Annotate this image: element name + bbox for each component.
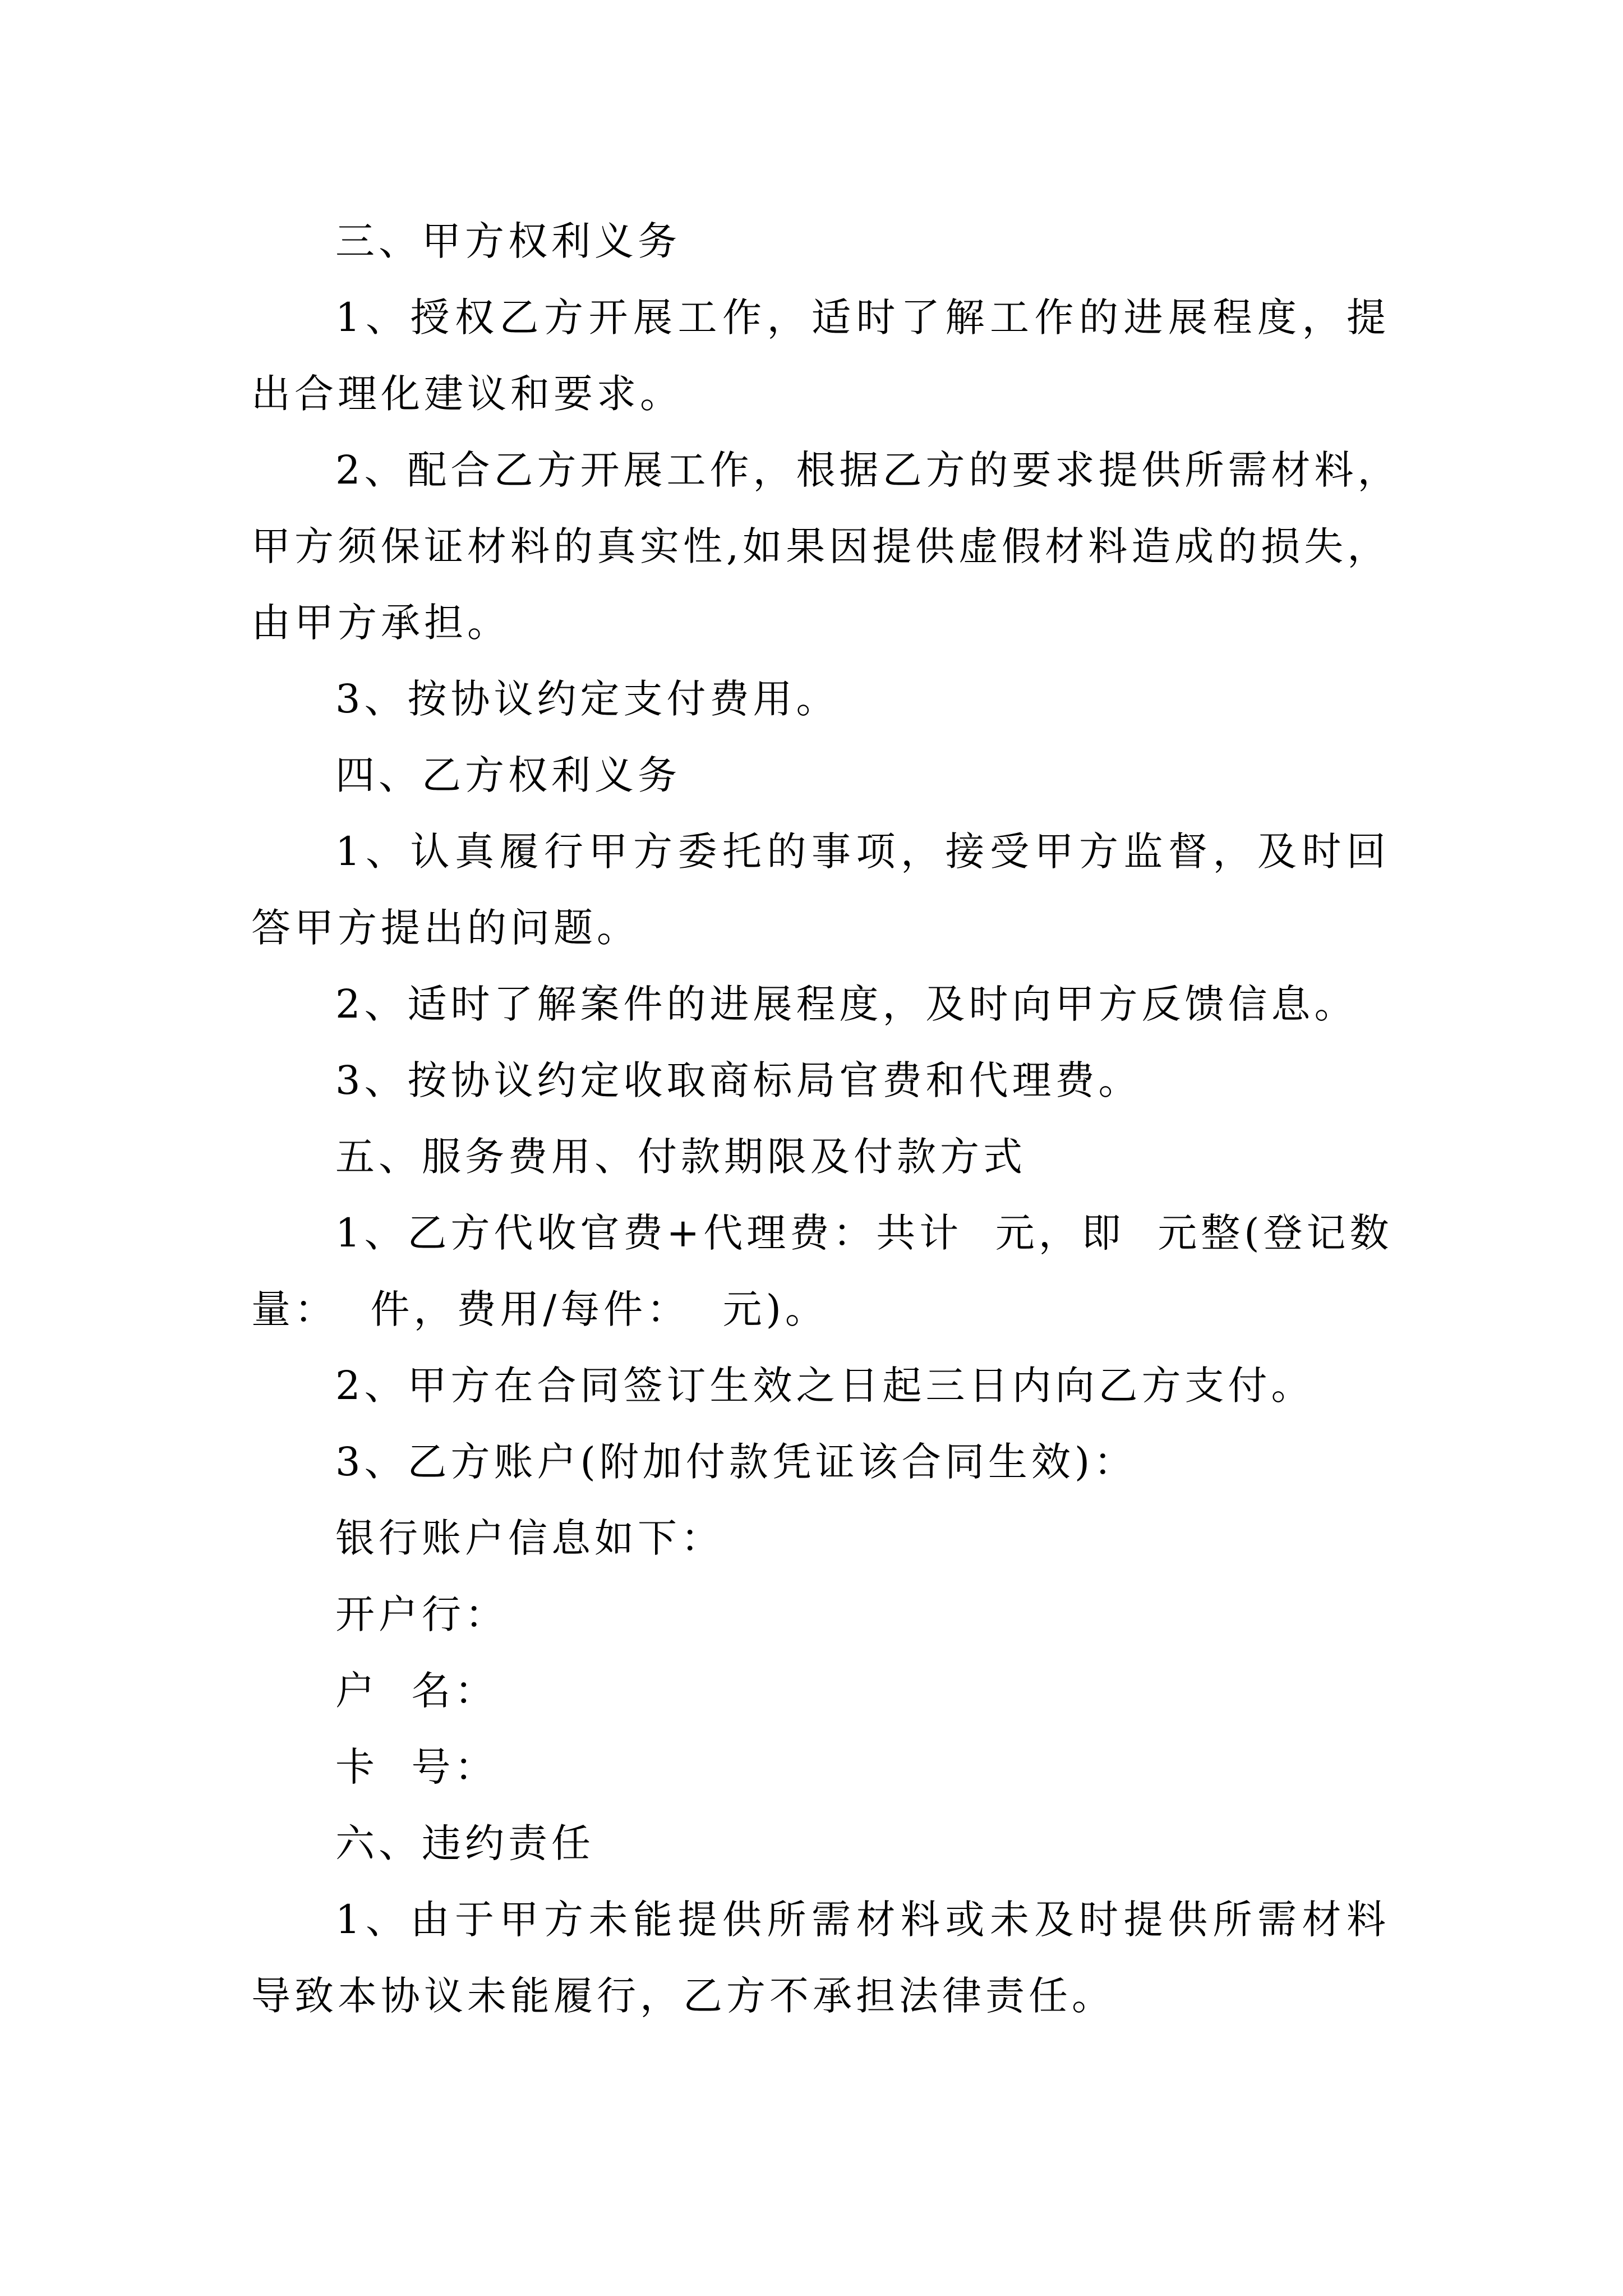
section-heading-party-a-rights: 三、甲方权利义务 [335, 218, 681, 264]
section-heading-liability: 六、违约责任 [335, 1820, 594, 1866]
paragraph-line: 2、甲方在合同签订生效之日起三日内向乙方支付。 [335, 1363, 1315, 1409]
contract-text [251, 203, 1401, 2034]
paragraph-line: 1、乙方代收官费+代理费：共计 元，即 元整(登记数 [335, 1210, 1393, 1256]
paragraph-line: 量： 件，费用/每件： 元)。 [251, 1286, 828, 1332]
paragraph-line: 1、授权乙方开展工作，适时了解工作的进展程度，提 [335, 295, 1390, 341]
card-number-field-label: 卡 号： [335, 1744, 498, 1790]
section-heading-fees: 五、服务费用、付款期限及付款方式 [335, 1134, 1026, 1180]
paragraph-line: 甲方须保证材料的真实性,如果因提供虚假材料造成的损失， [251, 523, 1391, 569]
paragraph-line: 由甲方承担。 [251, 600, 510, 646]
paragraph-line: 3、按协议约定支付费用。 [335, 676, 840, 722]
account-name-field-label: 户 名： [335, 1668, 498, 1714]
paragraph-line: 答甲方提出的问题。 [251, 905, 640, 951]
paragraph-line: 2、适时了解案件的进展程度，及时向甲方反馈信息。 [335, 981, 1358, 1027]
paragraph-line: 1、由于甲方未能提供所需材料或未及时提供所需材料 [335, 1897, 1390, 1943]
paragraph-line: 导致本协议未能履行，乙方不承担法律责任。 [251, 1973, 1115, 2019]
section-heading-party-b-rights: 四、乙方权利义务 [335, 752, 681, 798]
bank-field-label: 开户行： [335, 1591, 508, 1637]
paragraph-line: 3、按协议约定收取商标局官费和代理费。 [335, 1057, 1142, 1103]
bank-info-heading: 银行账户信息如下： [335, 1515, 724, 1561]
paragraph-line: 3、乙方账户(附加付款凭证该合同生效)： [335, 1439, 1137, 1485]
paragraph-line: 出合理化建议和要求。 [251, 371, 683, 417]
paragraph-line: 1、认真履行甲方委托的事项，接受甲方监督，及时回 [335, 829, 1390, 875]
paragraph-line: 2、配合乙方开展工作，根据乙方的要求提供所需材料， [335, 447, 1401, 493]
